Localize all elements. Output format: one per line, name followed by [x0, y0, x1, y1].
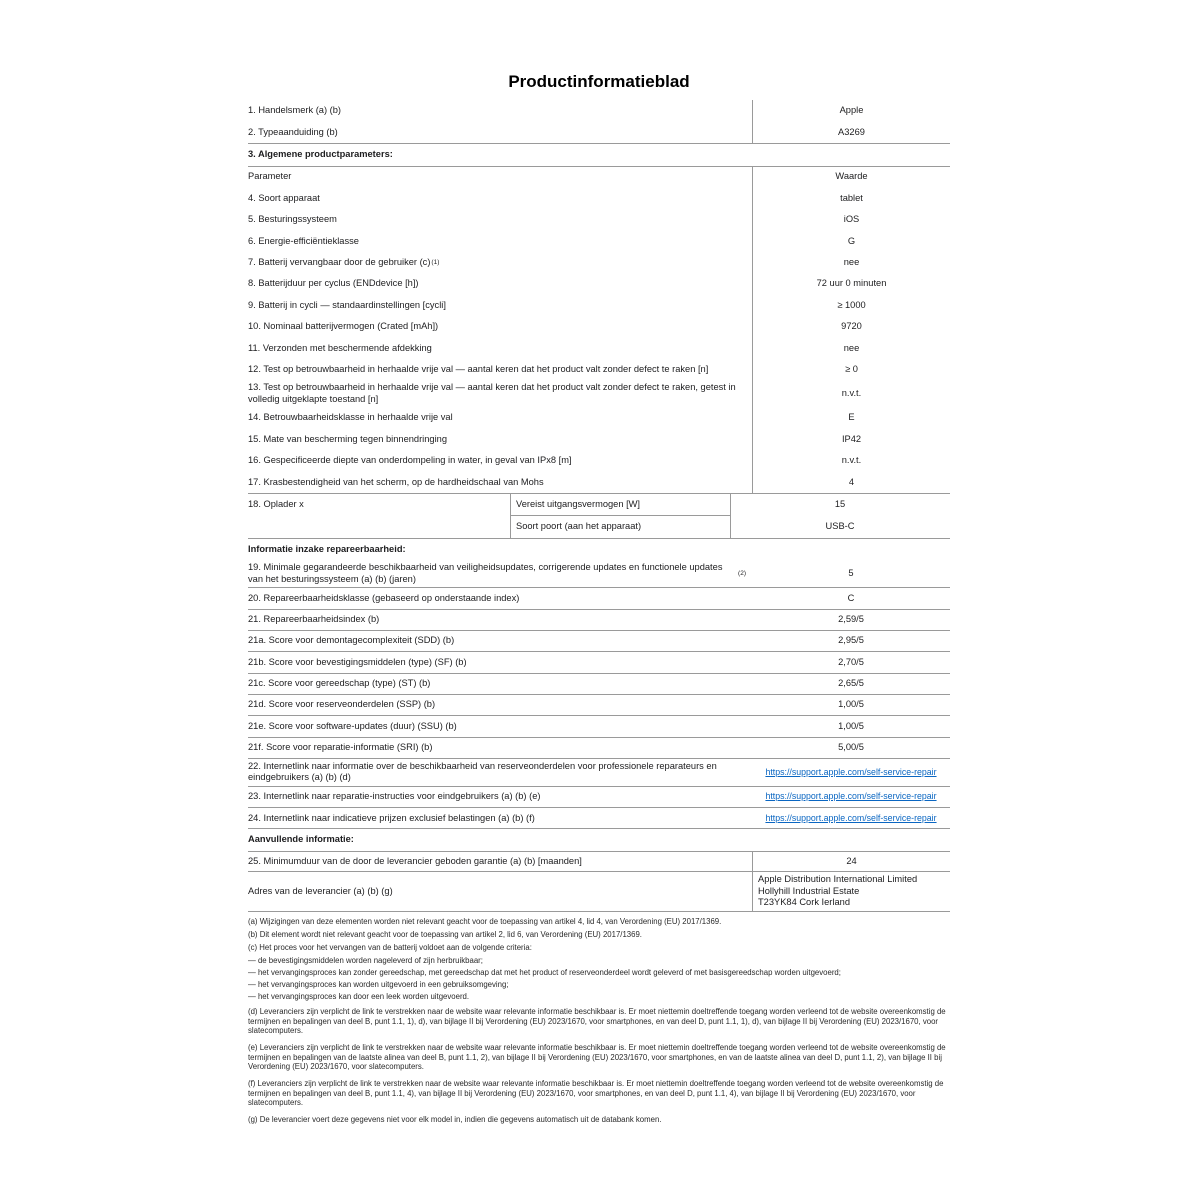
row-value: E [752, 407, 950, 428]
indicative-prices-link[interactable]: https://support.apple.com/self-service-repair [765, 812, 937, 823]
table-row [248, 100, 950, 122]
row-value: 2,70/5 [838, 656, 864, 667]
row-value: 5 [848, 568, 854, 579]
table-row [248, 359, 950, 380]
row-label: 21a. Score voor demontagecomplexiteit (SDD) (b) [248, 635, 455, 646]
row-value [752, 808, 950, 828]
row-label: 21b. Score voor bevestigingsmiddelen (type) (SF) (b) [248, 656, 467, 667]
column-header-value: Waarde [752, 167, 950, 188]
supplier-address-row [248, 872, 950, 911]
row-value: ≥ 0 [752, 359, 950, 380]
row-label: Vereist uitgangsvermogen [W] [511, 494, 730, 516]
row-value: 2,95/5 [838, 635, 864, 646]
row-value: ≥ 1000 [752, 295, 950, 316]
row-value: 24 [752, 852, 950, 872]
table-row [248, 231, 950, 252]
row-value: nee [752, 338, 950, 359]
table-row [248, 273, 950, 294]
row-value: nee [752, 252, 950, 273]
row-value: 1,00/5 [838, 699, 864, 710]
column-header-row [248, 167, 950, 188]
row-label: 9. Batterij in cycli — standaardinstellingen [cycli] [248, 299, 446, 310]
row-value: Apple [752, 100, 950, 122]
footnotes [248, 917, 950, 1125]
table-row [248, 652, 950, 673]
row-label: 21c. Score voor gereedschap (type) (ST) (b) [248, 678, 431, 689]
address-line: Hollyhill Industrial Estate [758, 885, 860, 896]
table-row [248, 380, 950, 407]
row-label: 22. Internetlink naar informatie over de beschikbaarheid van reserveonderdelen voor professionele reparateurs en eindgebruikers (a) (b) (d) [248, 760, 717, 783]
repair-instructions-link[interactable]: https://support.apple.com/self-service-repair [765, 791, 937, 802]
row-value: 4 [752, 472, 950, 493]
table-row [248, 122, 950, 144]
row-label: 23. Internetlink naar reparatie-instructies voor eindgebruikers (a) (b) (e) [248, 791, 541, 802]
row-label: 12. Test op betrouwbaarheid in herhaalde vrije val — aantal keren dat het product valt zonder defect te raken [n] [248, 363, 709, 374]
footnote-criterion: — het vervangingsproces kan door een leek worden uitgevoerd. [248, 991, 470, 1001]
row-label: 20. Repareerbaarheidsklasse (gebaseerd op onderstaande index) [248, 592, 520, 603]
row-value: 72 uur 0 minuten [752, 273, 950, 294]
row-value: 2,65/5 [838, 678, 864, 689]
row-value [752, 759, 950, 786]
row-label: Soort poort (aan het apparaat) [516, 521, 642, 532]
row-label: 11. Verzonden met beschermende afdekking [248, 342, 432, 353]
row-value: n.v.t. [752, 450, 950, 471]
charger-row [248, 493, 950, 539]
row-label: 21. Repareerbaarheidsindex (b) [248, 614, 380, 625]
table-row [248, 252, 950, 273]
footnote: (d) Leveranciers zijn verplicht de link te verstrekken naar de website waar relevante informatie beschikbaar is. Er moet niettemin doeltreffende toegang worden verleend tot de website overeenkomstig de termijnen en bepalingen van deel B, punt 1.1, 1), d), van bijlage II bij Verordening (EU) 2023/1670, voor smartphones, en van deel D, punt 1.1, 1), d), van bijlage II bij Verordening (EU) 2023/1670, voor slatecomputers. [248, 1007, 946, 1036]
row-value: USB-C [825, 521, 855, 532]
address-line: Apple Distribution International Limited [758, 874, 918, 885]
row-label: 8. Batterijduur per cyclus (ENDdevice [h]) [248, 278, 419, 289]
row-label: 24. Internetlink naar indicatieve prijzen exclusief belastingen (a) (b) (f) [248, 812, 535, 823]
table-row [248, 787, 950, 808]
table-row [248, 716, 950, 737]
table-row [248, 472, 950, 493]
row-label: 21d. Score voor reserveonderdelen (SSP) (b) [248, 699, 436, 710]
table-row [248, 338, 950, 359]
row-value: A3269 [752, 122, 950, 144]
row-label: 13. Test op betrouwbaarheid in herhaalde vrije val — aantal keren dat het product valt zonder defect te raken, getest in volledig uitgeklapte toestand [n] [248, 382, 736, 404]
warranty-row [248, 851, 950, 873]
product-information-sheet [248, 70, 950, 1132]
table-row [248, 407, 950, 428]
row-label: 7. Batterij vervangbaar door de gebruiker (c) (1) [248, 257, 440, 267]
row-value: tablet [752, 188, 950, 209]
section-header-additional: Aanvullende informatie: [248, 834, 354, 845]
row-label: 10. Nominaal batterijvermogen (Crated [mAh]) [248, 321, 439, 332]
footnote-criterion: — het vervangingsproces kan worden uitgevoerd in een gebruiksomgeving; [248, 979, 509, 989]
page-title: Productinformatieblad [508, 72, 690, 91]
footnote: (a) Wijzigingen van deze elementen worden niet relevant geacht voor de toepassing van artikel 4, lid 4, van Verordening (EU) 2017/1369. [248, 916, 722, 926]
row-label: 21f. Score voor reparatie-informatie (SRI) (b) [248, 741, 433, 752]
table-row [248, 759, 950, 787]
row-label: 21e. Score voor software-updates (duur) (SSU) (b) [248, 720, 457, 731]
address-line: T23YK84 Cork Ierland [758, 897, 850, 908]
supplier-address [752, 872, 950, 910]
table-row [248, 316, 950, 337]
row-value: C [847, 592, 855, 603]
row-label: Adres van de leverancier (a) (b) (g) [248, 885, 393, 896]
row-value: G [752, 231, 950, 252]
row-value: IP42 [752, 429, 950, 450]
row-value: 5,00/5 [838, 741, 864, 752]
charger-sub-labels [510, 494, 730, 538]
row-label: 6. Energie-efficiëntieklasse [248, 235, 359, 246]
table-row [248, 429, 950, 450]
row-label-text: 19. Minimale gegarandeerde beschikbaarheid van veiligheidsupdates, corrigerende updates en functionele updates van het besturingssysteem (a) (b) (jaren) [248, 562, 723, 584]
section-header-repair: Informatie inzake repareerbaarheid: [248, 543, 406, 554]
identity-section [248, 100, 950, 144]
table-row [248, 450, 950, 471]
footnote: (b) Dit element wordt niet relevant geacht voor de toepassing van artikel 2, lid 6, van Verordening (EU) 2017/1369. [248, 929, 642, 939]
row-label: 16. Gespecificeerde diepte van onderdompeling in water, in geval van IPx8 [m] [248, 455, 572, 466]
footnote-criterion: — de bevestigingsmiddelen worden nageleverd of zijn herbruikbaar; [248, 955, 483, 965]
row-value: 15 [834, 499, 846, 510]
section-header-general: 3. Algemene productparameters: [248, 144, 950, 167]
charger-sub-values [730, 494, 949, 538]
footnote: (f) Leveranciers zijn verplicht de link te verstrekken naar de website waar relevante informatie beschikbaar is. Er moet niettemin doeltreffende toegang worden verleend tot de website overeenkomstig de termijnen en bepalingen van deel B, punt 1.1, 4), van bijlage II bij Verordening (EU) 2023/1670, voor smartphones, en van deel D, punt 1.1, 4), van bijlage II bij Verordening (EU) 2023/1670, voor slatecomputers. [248, 1079, 944, 1108]
row-label-text: 7. Batterij vervangbaar door de gebruiker (c) [248, 257, 431, 267]
row-label: 19. Minimale gegarandeerde beschikbaarheid van veiligheidsupdates, corrigerende updates en functionele updates van het besturingssysteem (a) (b) (jaren) (2) [248, 562, 746, 584]
table-row [248, 610, 950, 631]
footnote-criterion: — het vervangingsproces kan zonder gereedschap, met gereedschap dat met het product of reserveonderdeel wordt geleverd of met basisgereedschap worden uitgevoerd; [248, 967, 841, 977]
table-row [248, 209, 950, 230]
row-value: n.v.t. [752, 380, 950, 407]
row-label: 18. Oplader x [248, 498, 304, 509]
row-value: 9720 [752, 316, 950, 337]
column-header-parameter: Parameter [248, 171, 292, 182]
row-label: 17. Krasbestendigheid van het scherm, op de hardheidschaal van Mohs [248, 476, 544, 487]
table-row [248, 631, 950, 652]
table-row [248, 695, 950, 716]
row-value: 2,59/5 [838, 614, 864, 625]
table-row [248, 738, 950, 759]
table-row [248, 295, 950, 316]
row-label: 15. Mate van bescherming tegen binnendringing [248, 433, 447, 444]
row-value [752, 787, 950, 807]
repairability-section [248, 560, 950, 829]
row-label: 2. Typeaanduiding (b) [248, 126, 338, 137]
row-label: 25. Minimumduur van de door de leverancier geboden garantie (a) (b) [maanden] [248, 855, 582, 866]
row-label: 1. Handelsmerk (a) (b) [248, 105, 341, 115]
table-row [248, 188, 950, 209]
spare-parts-link[interactable]: https://support.apple.com/self-service-repair [765, 766, 937, 777]
table-row [248, 560, 950, 588]
table-row [248, 588, 950, 609]
row-value: iOS [752, 209, 950, 230]
row-label: 4. Soort apparaat [248, 192, 320, 203]
table-row [248, 808, 950, 829]
table-row [248, 674, 950, 695]
general-parameters-section [248, 167, 950, 493]
footnote: (c) Het proces voor het vervangen van de batterij voldoet aan de volgende criteria: [248, 942, 532, 952]
row-label: 5. Besturingssysteem [248, 214, 337, 225]
row-value: 1,00/5 [838, 720, 864, 731]
footnote: (g) De leverancier voert deze gegevens niet voor elk model in, indien die gegevens automatisch uit de databank komen. [248, 1115, 662, 1125]
row-label: 14. Betrouwbaarheidsklasse in herhaalde vrije val [248, 412, 453, 423]
footnote: (e) Leveranciers zijn verplicht de link te verstrekken naar de website waar relevante informatie beschikbaar is. Er moet niettemin doeltreffende toegang worden verleend tot de website overeenkomstig de termijnen en bepalingen van de laatste alinea van deel B, punt 1.1, 2), van bijlage II bij Verordening (EU) 2023/1670, voor smartphones, en van de laatste alinea van deel D, punt 1.1, 2), van bijlage II bij Verordening (EU) 2023/1670, voor slatecomputers. [248, 1043, 946, 1072]
